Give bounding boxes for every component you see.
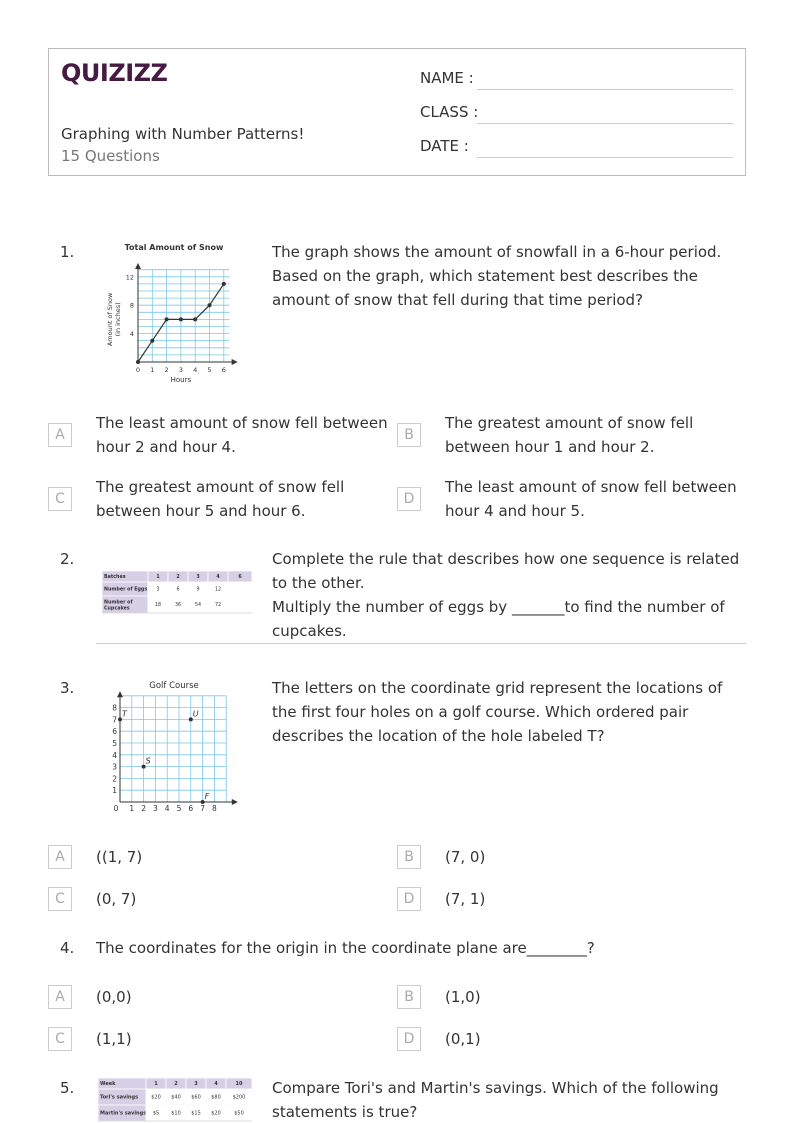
q1-option-d-text[interactable]: The least amount of snow fell between hour 4 and hour 5. bbox=[445, 478, 737, 520]
y-tick-label: 6 bbox=[112, 727, 117, 737]
snow-data-point bbox=[179, 317, 183, 321]
snow-data-point bbox=[193, 317, 197, 321]
table-header-text: 4 bbox=[214, 1081, 218, 1088]
question-2-text bbox=[272, 547, 746, 643]
x-tick-label: 6 bbox=[221, 366, 226, 374]
q1-option-a-text[interactable]: The least amount of snow fell between hour 2 and hour 4. bbox=[96, 414, 388, 456]
y-axis-arrow bbox=[135, 263, 141, 269]
y-tick-label: 7 bbox=[112, 715, 117, 725]
question-2-number: 2. bbox=[60, 550, 75, 568]
table-cell-text: 3 bbox=[156, 587, 160, 593]
question-1-text: The graph shows the amount of snowfall in a 6-hour period. Based on the graph, which statement best describes the amount of snow that fell during that time period? bbox=[272, 243, 722, 309]
q4-option-b-text[interactable]: (1,0) bbox=[445, 988, 481, 1006]
x-tick-label: 6 bbox=[188, 804, 194, 813]
table-cell-text: $15 bbox=[191, 1110, 201, 1117]
table-header-text: 3 bbox=[196, 575, 200, 581]
q3-option-c-box[interactable]: C bbox=[48, 887, 72, 911]
q3-option-c-text[interactable]: (0, 7) bbox=[96, 890, 137, 908]
name-label: NAME : bbox=[420, 69, 474, 87]
x-tick-label: 1 bbox=[150, 366, 155, 374]
q1-option-d-box[interactable]: D bbox=[397, 487, 421, 511]
class-field[interactable] bbox=[477, 123, 733, 124]
q1-option-a-box[interactable]: A bbox=[48, 423, 72, 447]
x-tick-label: 5 bbox=[207, 366, 212, 374]
question-1-number: 1. bbox=[60, 243, 75, 261]
y-tick-label: 2 bbox=[112, 774, 117, 784]
table-cell-text: $200 bbox=[232, 1094, 246, 1101]
question-2-prompt: Complete the rule that describes how one sequence is related to the other. bbox=[272, 550, 740, 592]
table-header-text: 3 bbox=[194, 1081, 198, 1088]
table-cell bbox=[228, 582, 252, 596]
table-cell-text: 9 bbox=[196, 587, 200, 593]
y-tick-label: 12 bbox=[125, 273, 134, 282]
question-4-number: 4. bbox=[60, 939, 75, 957]
worksheet-title: Graphing with Number Patterns! bbox=[61, 125, 305, 143]
table-header-text: 1 bbox=[154, 1081, 158, 1088]
snow-data-point bbox=[150, 339, 154, 343]
y-tick-label: 4 bbox=[112, 750, 117, 760]
table-cell-text: $5 bbox=[152, 1110, 160, 1117]
table-header-text: 4 bbox=[216, 575, 220, 581]
q4-option-c-text[interactable]: (1,1) bbox=[96, 1030, 132, 1048]
date-field[interactable] bbox=[477, 157, 733, 158]
question-5-number: 5. bbox=[60, 1079, 75, 1097]
table-cell-text: $80 bbox=[211, 1094, 221, 1101]
x-tick-label: 4 bbox=[193, 366, 198, 374]
q3-option-b-box[interactable]: B bbox=[397, 845, 421, 869]
q3-option-d-box[interactable]: D bbox=[397, 887, 421, 911]
quizizz-logo: QUIZIZZ bbox=[61, 59, 168, 87]
table-header-text: 6 bbox=[238, 575, 242, 581]
table-cell-text: Tori's savings bbox=[100, 1094, 139, 1101]
x-tick-label: 0 bbox=[135, 366, 141, 374]
question-4-text: The coordinates for the origin in the coordinate plane are________? bbox=[96, 939, 595, 957]
y-tick-label: 4 bbox=[129, 330, 134, 339]
x-tick-label: 7 bbox=[200, 804, 205, 813]
q3-option-b-text[interactable]: (7, 0) bbox=[445, 848, 486, 866]
table-cell-text: $10 bbox=[171, 1110, 181, 1117]
table-cell-text: Number of Eggs bbox=[104, 587, 148, 593]
snow-data-point bbox=[222, 282, 226, 286]
table-cell-text: $20 bbox=[151, 1094, 161, 1101]
q1-option-c-text[interactable]: The greatest amount of snow fell between hour 5 and hour 6. bbox=[96, 478, 345, 520]
q4-option-d-text[interactable]: (0,1) bbox=[445, 1030, 481, 1048]
y-axis-arrow bbox=[117, 691, 123, 697]
table-cell-text: 18 bbox=[154, 603, 162, 609]
x-tick-label: 3 bbox=[153, 804, 158, 813]
question-5-text: Compare Tori's and Martin's savings. Which of the following statements is true? bbox=[272, 1079, 719, 1121]
chart-title: Total Amount of Snow bbox=[124, 243, 224, 252]
x-tick-label: 2 bbox=[141, 804, 146, 813]
table-cell-text: 72 bbox=[214, 603, 222, 609]
x-tick-label: 4 bbox=[164, 804, 170, 813]
table-cell-text: $40 bbox=[171, 1094, 181, 1101]
question-3-text: The letters on the coordinate grid represent the locations of the first four holes on a golf course. Which ordered pair describes the location of the hole labeled T? bbox=[272, 679, 723, 745]
question-divider bbox=[96, 643, 746, 644]
table-cell-text: 54 bbox=[194, 603, 202, 609]
table-cell-text: 6 bbox=[176, 587, 180, 593]
table-cell-text: Martin's savings bbox=[100, 1110, 147, 1117]
x-tick-label: 0 bbox=[113, 804, 119, 813]
x-tick-label: 8 bbox=[212, 804, 217, 813]
eggs-cupcakes-table bbox=[102, 571, 254, 615]
table-header-text: 1 bbox=[156, 575, 160, 581]
y-tick-label: 8 bbox=[129, 301, 134, 310]
table-cell-text: 12 bbox=[214, 587, 222, 593]
y-axis-label: Amount of Snow(in inches) bbox=[106, 292, 122, 347]
table-cell bbox=[228, 596, 252, 613]
q4-option-a-box[interactable]: A bbox=[48, 985, 72, 1009]
class-label: CLASS : bbox=[420, 103, 479, 121]
q4-option-d-box[interactable]: D bbox=[397, 1027, 421, 1051]
q1-option-b-box[interactable]: B bbox=[397, 423, 421, 447]
x-axis-label: Hours bbox=[170, 376, 192, 384]
golf-hole-label: T bbox=[122, 709, 127, 719]
golf-course-grid bbox=[108, 676, 240, 816]
q1-option-b-text[interactable]: The greatest amount of snow fell between hour 1 and hour 2. bbox=[445, 414, 694, 456]
golf-hole-label: F bbox=[204, 792, 210, 801]
table-header-text: Week bbox=[100, 1081, 116, 1088]
table-cell-text: 36 bbox=[174, 603, 182, 609]
y-tick-label: 5 bbox=[112, 739, 117, 748]
snow-data-point bbox=[208, 303, 212, 307]
savings-table bbox=[98, 1078, 254, 1123]
table-header-text: Batches bbox=[104, 575, 126, 581]
q1-option-c-box[interactable]: C bbox=[48, 487, 72, 511]
table-cell-text: $20 bbox=[211, 1110, 221, 1117]
table-header-text: 10 bbox=[235, 1081, 243, 1088]
q4-option-a-text[interactable]: (0,0) bbox=[96, 988, 132, 1006]
table-cell-text: $60 bbox=[191, 1094, 201, 1101]
snow-data-point bbox=[136, 360, 140, 364]
golf-hole-label: S bbox=[145, 756, 151, 766]
question-count: 15 Questions bbox=[61, 147, 160, 165]
question-2-rule: Multiply the number of eggs by _______to find the number of cupcakes. bbox=[272, 598, 725, 640]
date-label: DATE : bbox=[420, 137, 469, 155]
table-cell-text: $50 bbox=[234, 1110, 244, 1117]
x-axis-arrow bbox=[232, 799, 238, 805]
q4-option-b-box[interactable]: B bbox=[397, 985, 421, 1009]
snow-line-chart bbox=[100, 238, 250, 388]
chart-title: Golf Course bbox=[149, 681, 199, 691]
x-tick-label: 3 bbox=[178, 366, 183, 374]
q3-option-a-text[interactable]: ((1, 7) bbox=[96, 848, 143, 866]
y-tick-label: 3 bbox=[112, 762, 117, 772]
table-header-text: 2 bbox=[176, 575, 180, 581]
question-3-number: 3. bbox=[60, 679, 75, 697]
x-axis-arrow bbox=[232, 359, 238, 365]
x-tick-label: 1 bbox=[129, 804, 135, 813]
q4-option-c-box[interactable]: C bbox=[48, 1027, 72, 1051]
table-cell-text: Number of Cupcakes bbox=[104, 600, 133, 612]
worksheet-header bbox=[48, 48, 746, 176]
x-tick-label: 2 bbox=[164, 366, 169, 374]
y-tick-label: 1 bbox=[112, 786, 117, 796]
snow-data-point bbox=[165, 317, 169, 321]
golf-hole-label: U bbox=[192, 709, 199, 719]
x-tick-label: 5 bbox=[176, 804, 182, 813]
name-field[interactable] bbox=[477, 89, 733, 90]
q3-option-a-box[interactable]: A bbox=[48, 845, 72, 869]
table-header-text: 2 bbox=[174, 1081, 178, 1088]
q3-option-d-text[interactable]: (7, 1) bbox=[445, 890, 486, 908]
y-tick-label: 8 bbox=[112, 703, 117, 713]
